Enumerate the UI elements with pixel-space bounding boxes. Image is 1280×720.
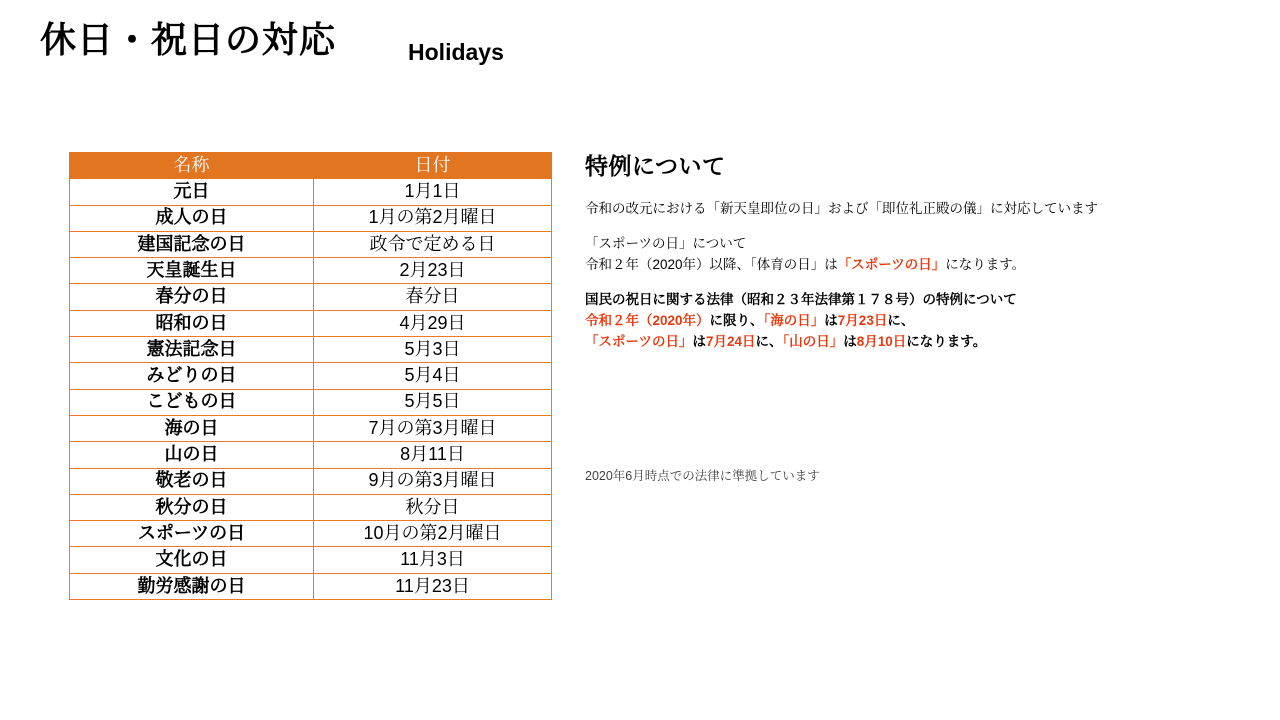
- note-text-mixed: [585, 311, 1245, 332]
- table-row: [70, 310, 552, 336]
- table-row: [70, 389, 552, 415]
- holiday-date: 11月23日: [314, 573, 552, 599]
- note-fragment-accent: 7月23日: [837, 312, 888, 328]
- holiday-name: みどりの日: [70, 363, 314, 389]
- note-fragment: は: [843, 333, 857, 349]
- table-row: [70, 258, 552, 284]
- holiday-name: 成人の日: [70, 205, 314, 231]
- footnote-text: 2020年6月時点での法律に準拠しています: [585, 469, 820, 483]
- holiday-name: 昭和の日: [70, 310, 314, 336]
- column-header-name: 名称: [70, 153, 314, 179]
- table-row: [70, 337, 552, 363]
- table-row: [70, 284, 552, 310]
- holiday-date: 5月5日: [314, 389, 552, 415]
- holiday-name: 憲法記念日: [70, 337, 314, 363]
- table-row: [70, 521, 552, 547]
- table-row: [70, 442, 552, 468]
- holiday-name: 元日: [70, 179, 314, 205]
- note-text: 「スポーツの日」について: [585, 235, 747, 251]
- note-fragment: に、: [887, 312, 915, 328]
- table-row: [70, 179, 552, 205]
- holidays-table-container: [69, 152, 551, 600]
- note-block-reiwa: [585, 199, 1245, 220]
- holiday-name: 海の日: [70, 415, 314, 441]
- table-row: [70, 363, 552, 389]
- table-row: [70, 231, 552, 257]
- holiday-name: 敬老の日: [70, 468, 314, 494]
- holiday-name: 秋分の日: [70, 494, 314, 520]
- note-block-law-exception: [585, 290, 1245, 353]
- holiday-date: 11月3日: [314, 547, 552, 573]
- holiday-date: 秋分日: [314, 494, 552, 520]
- column-header-date: 日付: [314, 153, 552, 179]
- notes-heading: 特例について: [585, 153, 726, 179]
- holiday-name: 文化の日: [70, 547, 314, 573]
- note-text-mixed: [585, 332, 1245, 353]
- holiday-date: 4月29日: [314, 310, 552, 336]
- table-header-row: [70, 153, 552, 179]
- holiday-date: 10月の第2月曜日: [314, 521, 552, 547]
- page-title: 休日・祝日の対応: [40, 19, 337, 60]
- note-text: 令和の改元における「新天皇即位の日」および「即位礼正殿の儀」に対応しています: [585, 201, 1098, 216]
- note-fragment-accent: 「スポーツの日」: [585, 333, 693, 349]
- note-fragment: になります。: [945, 256, 1026, 272]
- note-fragment-accent: 「スポーツの日」: [837, 256, 946, 272]
- table-row: [70, 547, 552, 573]
- note-fragment: になります。: [906, 333, 987, 349]
- holiday-name: 春分の日: [70, 284, 314, 310]
- holiday-name: 建国記念の日: [70, 231, 314, 257]
- holiday-name: 山の日: [70, 442, 314, 468]
- page-subtitle: Holidays: [408, 39, 504, 65]
- note-fragment-accent: 令和２年（2020年）: [585, 312, 710, 328]
- holiday-date: 9月の第3月曜日: [314, 468, 552, 494]
- table-row: [70, 573, 552, 599]
- holiday-date: 2月23日: [314, 258, 552, 284]
- note-fragment: に、: [755, 333, 783, 349]
- holiday-date: 7月の第3月曜日: [314, 415, 552, 441]
- note-fragment-accent: 「山の日」: [782, 333, 844, 349]
- holiday-name: スポーツの日: [70, 521, 314, 547]
- holiday-date: 1月1日: [314, 179, 552, 205]
- table-row: [70, 494, 552, 520]
- slide-title-row: [40, 12, 504, 63]
- holiday-name: 勤労感謝の日: [70, 573, 314, 599]
- note-fragment: に限り、: [709, 312, 764, 328]
- holiday-date: 5月3日: [314, 337, 552, 363]
- table-row: [70, 468, 552, 494]
- note-text-mixed: [585, 255, 1245, 276]
- note-fragment-accent: 8月10日: [856, 333, 907, 349]
- holiday-date: 1月の第2月曜日: [314, 205, 552, 231]
- holidays-table-body: [70, 179, 552, 600]
- holidays-table: [69, 152, 552, 600]
- special-cases-panel: [585, 148, 1245, 367]
- note-text: 国民の祝日に関する法律（昭和２３年法律第１７８号）の特例について: [585, 291, 1017, 307]
- note-fragment-accent: 7月24日: [705, 333, 756, 349]
- holiday-name: 天皇誕生日: [70, 258, 314, 284]
- note-fragment-accent: 「海の日」: [763, 312, 825, 328]
- holiday-date: 春分日: [314, 284, 552, 310]
- holiday-date: 政令で定める日: [314, 231, 552, 257]
- note-block-sports-day: [585, 234, 1245, 276]
- table-row: [70, 415, 552, 441]
- table-row: [70, 205, 552, 231]
- holiday-name: こどもの日: [70, 389, 314, 415]
- holiday-date: 8月11日: [314, 442, 552, 468]
- note-fragment: は: [824, 312, 838, 328]
- holiday-date: 5月4日: [314, 363, 552, 389]
- note-fragment: 令和２年（2020年）以降、「体育の日」は: [585, 256, 838, 272]
- note-fragment: は: [692, 333, 706, 349]
